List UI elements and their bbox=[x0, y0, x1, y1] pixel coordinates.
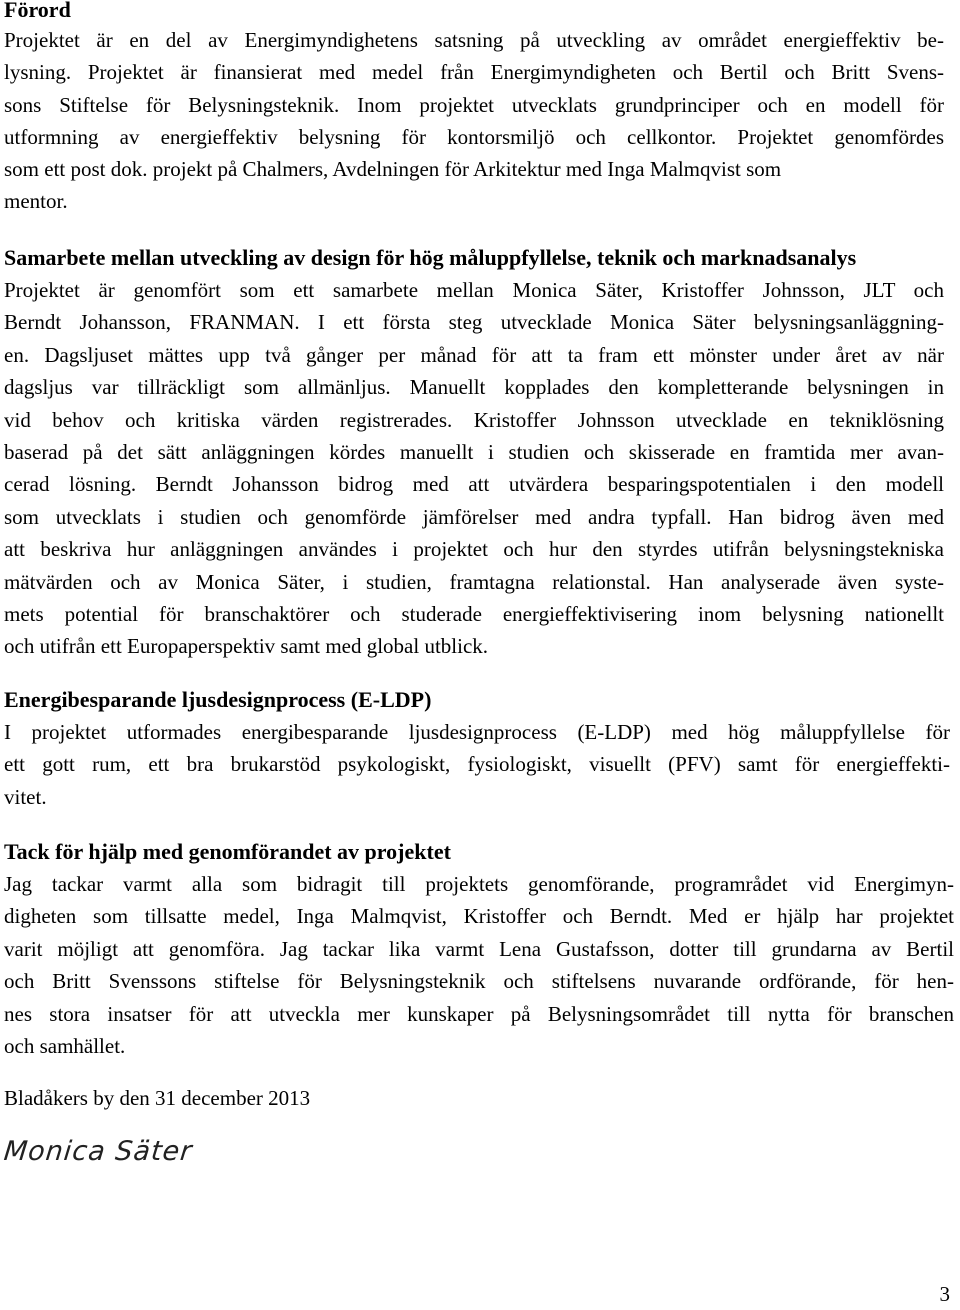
foreword-heading: Förord bbox=[4, 0, 71, 22]
foreword-line: lysning. Projektet är finansierat med medel från Energimyndigheten och Bertil och Britt Svens- bbox=[4, 60, 944, 85]
collaboration-line: och utifrån ett Europaperspektiv samt med global utblick. bbox=[4, 634, 489, 659]
foreword-line: mentor. bbox=[4, 189, 68, 214]
collaboration-line: att beskriva hur anläggningen användes i projektet och hur den styrdes utifrån belysningstekniska bbox=[4, 537, 944, 562]
collaboration-line: mätvärden och av Monica Säter, i studien, framtagna relationstal. Han analyserade även syste- bbox=[4, 569, 944, 594]
eldp-line: vitet. bbox=[4, 784, 47, 809]
collaboration-line: dagsljus var tillräckligt som allmänljus. Manuellt kopplades den kompletterande belysningen in bbox=[4, 375, 944, 400]
thanks-paragraph bbox=[4, 868, 954, 1062]
foreword-paragraph bbox=[4, 24, 944, 218]
eldp-line: I projektet utformades energibesparande ljusdesignprocess (E-LDP) med hög måluppfyllelse för bbox=[4, 720, 950, 744]
collaboration-heading: Samarbete mellan utveckling av design för hög måluppfyllelse, teknik och marknadsanalys bbox=[4, 245, 857, 270]
thanks-heading: Tack för hjälp med genomförandet av projektet bbox=[4, 839, 451, 864]
collaboration-line: cerad lösning. Berndt Johansson bidrog med att utvärdera besparingspotentialen i den modell bbox=[4, 472, 944, 497]
collaboration-line: som utvecklats i studien och genomförde jämförelser med andra typfall. Han bidrog även med bbox=[4, 504, 944, 529]
thanks-line: och samhället. bbox=[4, 1034, 126, 1059]
thanks-line: varit möjligt att genomföra. Jag tackar lika varmt Lena Gustafsson, dotter till grundarna av Bertil bbox=[4, 936, 954, 961]
thanks-line: digheten som tillsatte medel, Inga Malmqvist, Kristoffer och Berndt. Med er hjälp har projektet bbox=[4, 904, 954, 929]
collaboration-line: en. Dagsljuset mättes upp två gånger per månad för att ta fram ett mönster under året av när bbox=[4, 342, 944, 367]
foreword-line: utformning av energieffektiv belysning för kontorsmiljö och cellkontor. Projektet genomfördes bbox=[4, 124, 944, 149]
page-number: 3 bbox=[939, 1282, 950, 1306]
collaboration-line: Berndt Johansson, FRANMAN. I ett första steg utvecklade Monica Säter belysningsanläggning- bbox=[4, 310, 944, 335]
eldp-paragraph bbox=[4, 716, 950, 813]
collaboration-line: mets potential för branschaktörer och studerade energieffektivisering inom belysning nationellt bbox=[4, 602, 944, 627]
foreword-line: som ett post dok. projekt på Chalmers, Avdelningen för Arkitektur med Inga Malmqvist som bbox=[4, 157, 782, 182]
thanks-line: nes stora insatser för att utveckla mer kunskaper på Belysningsområdet till nytta för branschen bbox=[4, 1001, 954, 1026]
collaboration-line: vid behov och kritiska värden registrerades. Kristoffer Johnsson utvecklade en tekniklösning bbox=[4, 407, 944, 432]
signature: Monica Säter bbox=[2, 1136, 195, 1167]
eldp-heading: Energibesparande ljusdesignprocess (E-LDP) bbox=[4, 687, 432, 712]
place-and-date: Bladåkers by den 31 december 2013 bbox=[4, 1086, 311, 1110]
thanks-line: Jag tackar varmt alla som bidragit till projektets genomförande, programrådet vid Energimyn- bbox=[4, 872, 954, 896]
collaboration-line: baserad på det sätt anläggningen kördes manuellt i studien och skisserade en framtida mer avan- bbox=[4, 440, 944, 465]
foreword-line: Projektet är en del av Energimyndighetens satsning på utveckling av området energieffektiv be- bbox=[4, 28, 944, 52]
collaboration-line: Projektet är genomfört som ett samarbete mellan Monica Säter, Kristoffer Johnsson, JLT och bbox=[4, 278, 944, 302]
collaboration-paragraph bbox=[4, 274, 944, 663]
thanks-line: och Britt Svenssons stiftelse för Belysningsteknik och stiftelsens nuvarande ordförande, för hen- bbox=[4, 969, 954, 994]
eldp-line: ett gott rum, ett bra brukarstöd psykologiskt, fysiologiskt, visuellt (PFV) samt för energieffekti- bbox=[4, 752, 950, 777]
foreword-line: sons Stiftelse för Belysningsteknik. Inom projektet utvecklats grundprinciper och en modell för bbox=[4, 92, 944, 117]
